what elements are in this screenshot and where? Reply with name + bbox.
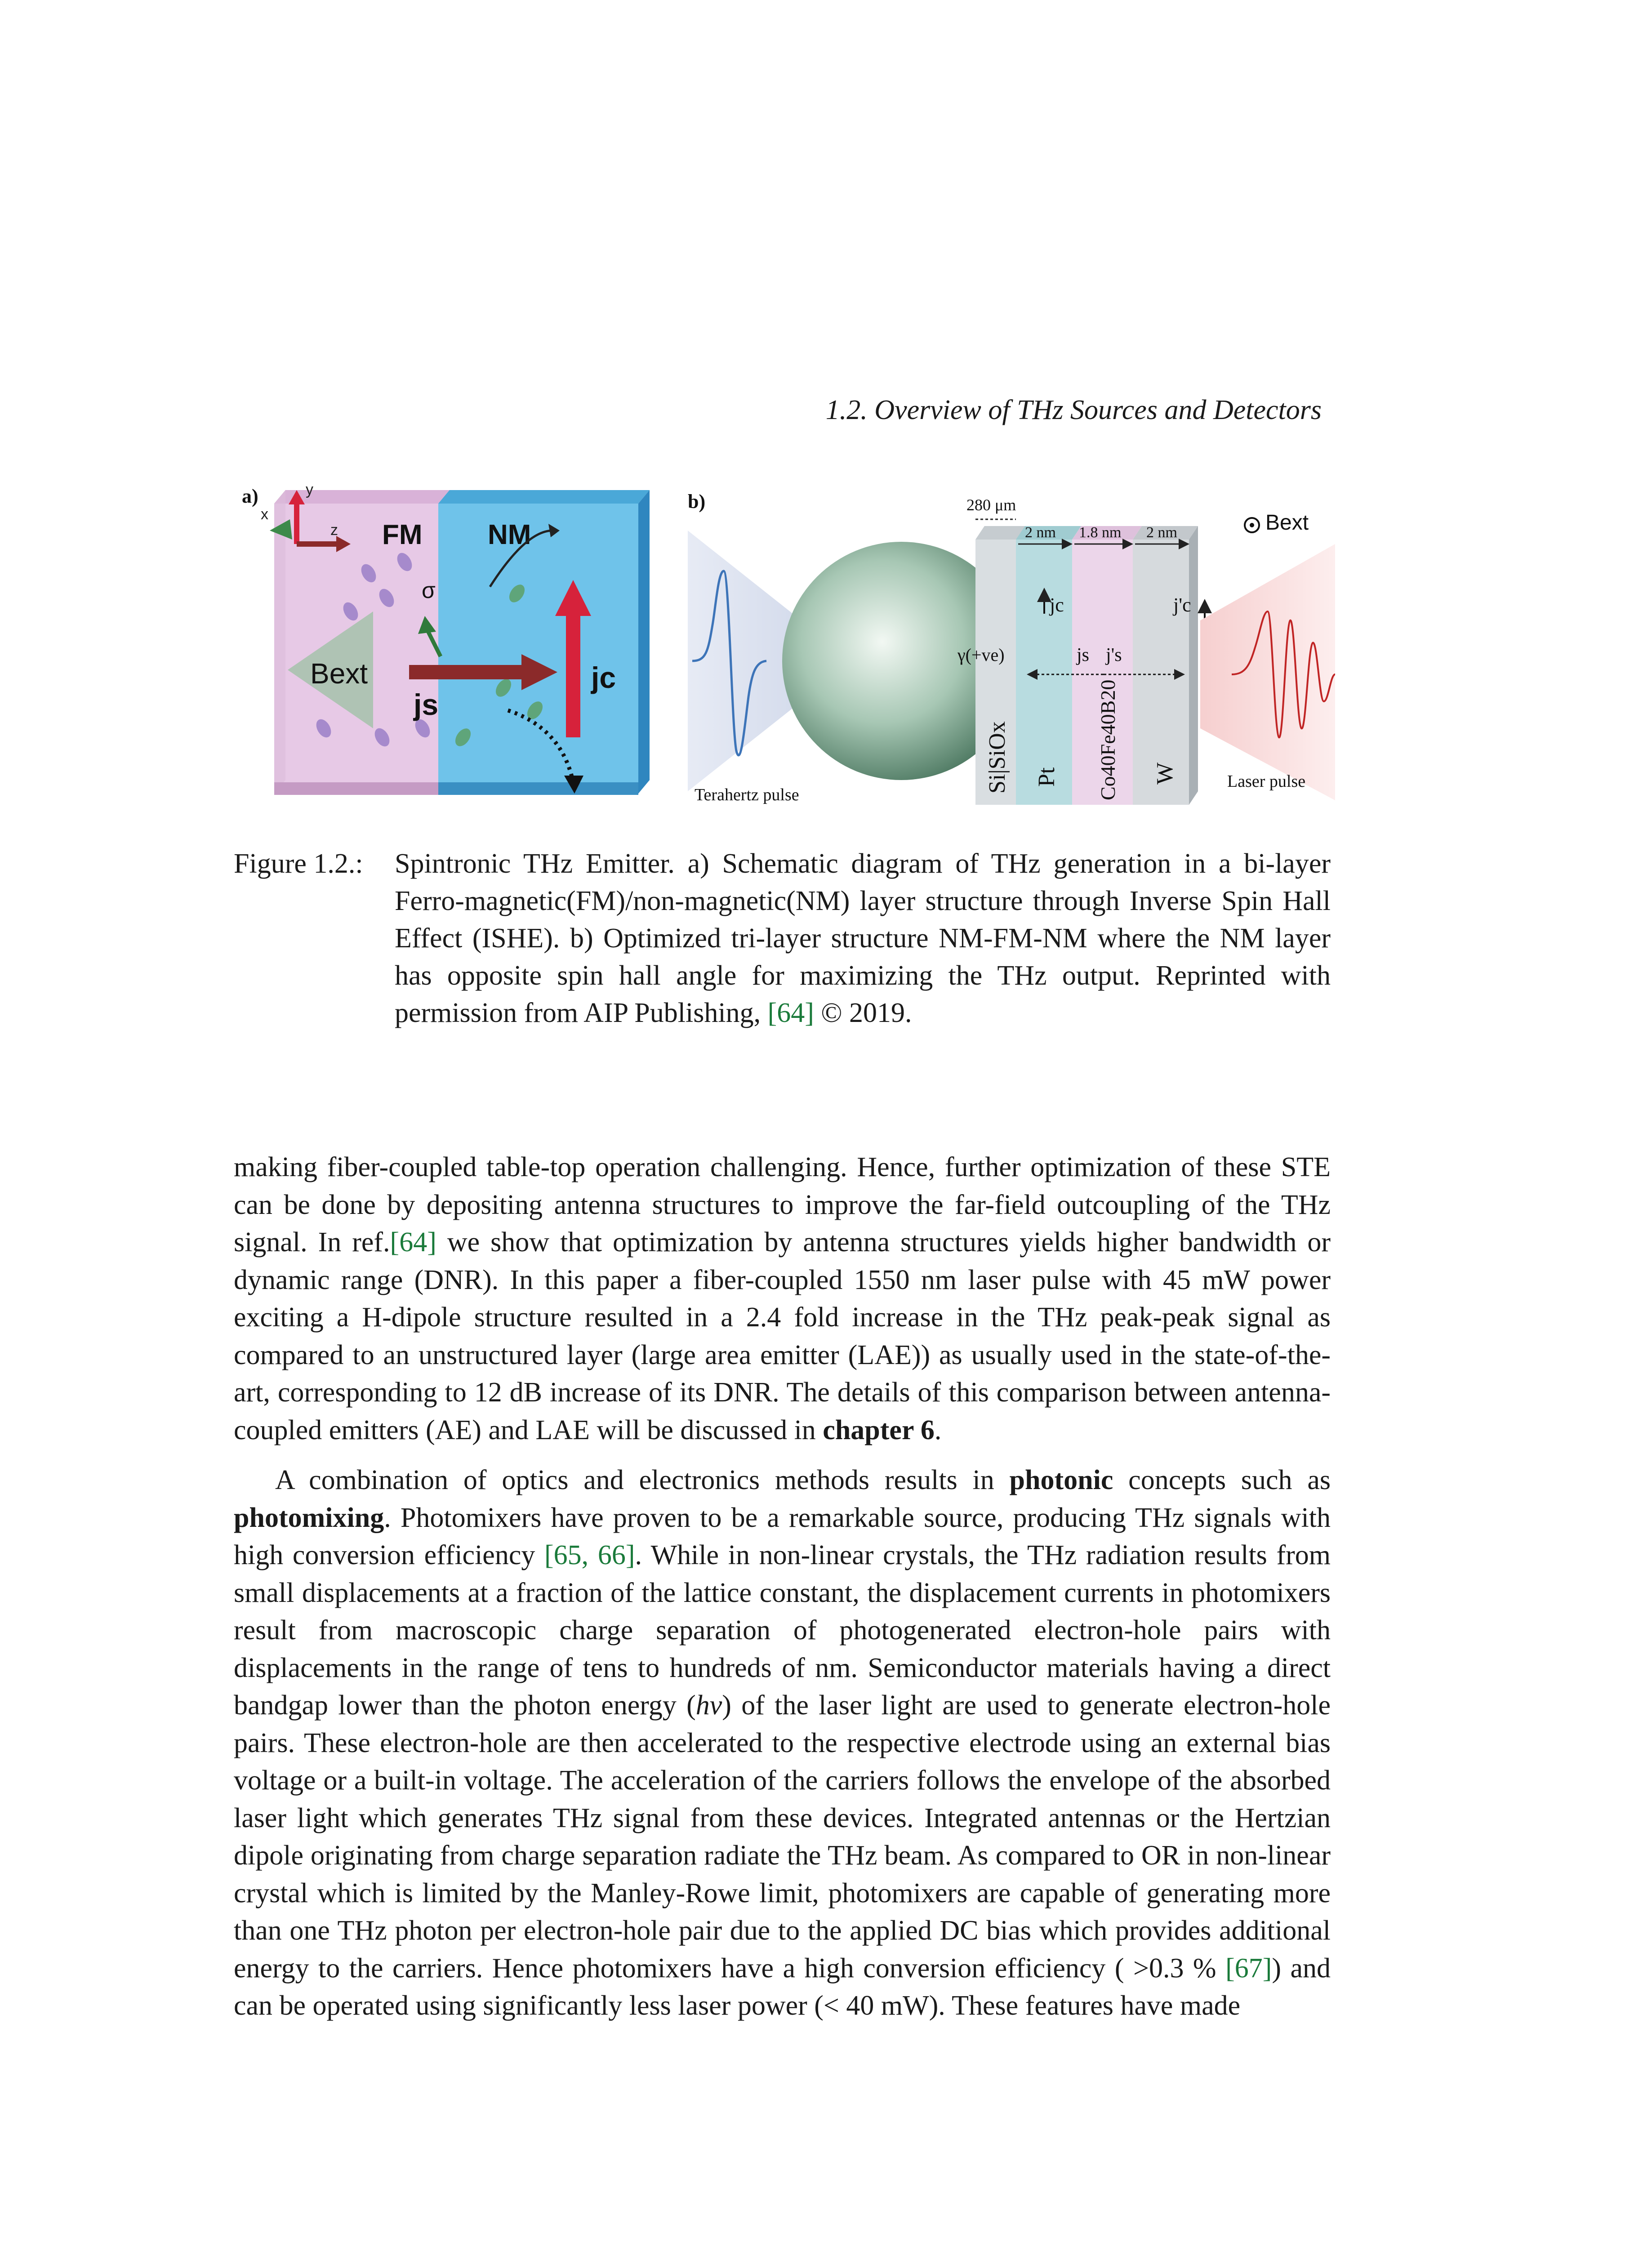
citation-link[interactable]: [64]	[767, 998, 814, 1028]
layer-w-label: W	[1152, 762, 1178, 785]
js-label-b: js	[1077, 645, 1090, 665]
axis-x-label: x	[261, 506, 268, 523]
citation-link[interactable]: [67]	[1225, 1953, 1272, 1984]
figure-caption	[234, 845, 1331, 1032]
thickness-substrate: 280 μm	[966, 496, 1016, 514]
caption-text-main: Spintronic THz Emitter. a) Schematic diagram of THz generation in a bi-layer Ferro-magnetic(FM)/non-magnetic(NM) layer structure through Inverse Spin Hall Effect (ISHE). b) Optimized tri-layer structure NM-FM-NM where the NM layer has opposite spin hall angle for maximizing the THz output. Reprinted with permission from AIP Publishing,	[395, 848, 1331, 1028]
jc-label-b: jc	[1050, 594, 1064, 616]
p2-text-a: A combination of optics and electronics methods results in	[275, 1465, 1010, 1495]
body-text	[234, 1149, 1331, 2025]
layer-substrate-label: Si|SiOx	[984, 721, 1010, 794]
paragraph-1	[234, 1149, 1331, 1449]
gamma-pos-label: γ(+ve)	[957, 645, 1005, 665]
bext-label-a: Bext	[310, 657, 368, 690]
js-prime-label: j's	[1106, 645, 1122, 665]
figure-spintronic-emitter	[238, 477, 1335, 818]
p1-text-end: .	[934, 1414, 942, 1445]
p2-text-d: . While in non-linear crystals, the THz radiation results from small displacements at a fraction of the lattice constant, the displacement currents in photomixers result from macroscopic charge separation of photogenerated electron-hole pairs with displacements in the range of tens to hundreds of nm. Semiconductor materials having a direct bandgap lower than the photon energy (	[234, 1540, 1331, 1721]
nm-label: NM	[488, 519, 531, 550]
thickness-pt: 2 nm	[1025, 524, 1056, 541]
caption-label: Figure 1.2.:	[234, 848, 363, 879]
jc-label-a: jc	[591, 661, 616, 694]
p2-text-e: ) of the laser light are used to generate electron-hole pairs. These electron-hole are then accelerated to the respective electrode using an external bias voltage or a built-in voltage. The acceleration of the carriers follows the envelope of the absorbed laser light which generates THz signal from these devices. Integrated antennas or the Hertzian dipole originating from charge separation radiate the THz beam. As compared to OR in non-linear crystal which is limited by the Manley-Rowe limit, photomixers are capable of generating more than one THz photon per electron-hole pair due to the applied DC bias which provides additional energy to the carriers. Hence photomixers have a high conversion efficiency ( >0.3 %	[234, 1690, 1331, 1984]
chapter-reference: chapter 6	[823, 1414, 935, 1445]
term-photonic: photonic	[1009, 1465, 1113, 1495]
paragraph-2	[234, 1462, 1331, 2025]
bext-label-b: Bext	[1265, 511, 1309, 535]
math-hv: hv	[695, 1690, 722, 1721]
panel-a-label: a)	[242, 485, 258, 507]
jc-prime-label: j'c	[1173, 594, 1191, 616]
p2-text-b: concepts such as	[1113, 1465, 1331, 1495]
caption-copyright: © 2019.	[814, 998, 912, 1028]
caption-text	[395, 845, 1331, 1032]
citation-link[interactable]: [65, 66]	[544, 1540, 635, 1570]
thickness-w: 2 nm	[1146, 524, 1177, 541]
panel-b	[688, 491, 1335, 805]
panel-b-label: b)	[688, 491, 706, 513]
running-header: 1.2. Overview of THz Sources and Detectors	[825, 395, 1322, 425]
terahertz-pulse-label: Terahertz pulse	[695, 785, 799, 804]
term-photomixing: photomixing	[234, 1502, 384, 1533]
p2-text-f: ) and can be operated using significantly less laser power (< 40 mW). These features have made	[234, 1953, 1331, 2021]
layer-cofeb-label: Co40Fe40B20	[1096, 679, 1119, 800]
axis-y-label: y	[306, 481, 313, 498]
fm-label: FM	[382, 519, 423, 550]
citation-link[interactable]: [64]	[390, 1227, 436, 1258]
sigma-label: σ	[422, 578, 436, 603]
laser-pulse-label: Laser pulse	[1227, 772, 1306, 791]
axis-z-label: z	[330, 522, 338, 539]
panel-a	[242, 481, 650, 795]
p1-text-a: making fiber-coupled table-top operation challenging. Hence, further optimization of these STE can be done by depositing antenna structures to improve the far-field outcoupling of the THz signal. In ref.	[234, 1152, 1331, 1258]
p2-text-c: . Photomixers have proven to be a remarkable source, producing THz signals with high conversion efficiency	[234, 1502, 1331, 1570]
js-label-a: js	[414, 688, 439, 721]
thickness-cofeb: 1.8 nm	[1079, 524, 1122, 541]
p1-text-b: we show that optimization by antenna structures yields higher bandwidth or dynamic range (DNR). In this paper a fiber-coupled 1550 nm laser pulse with 45 mW power exciting a H-dipole structure resulted in a 2.4 fold increase in the THz peak-peak signal as compared to an unstructured layer (large area emitter (LAE)) as usually used in the state-of-the-art, corresponding to 12 dB increase of its DNR. The details of this comparison between antenna-coupled emitters (AE) and LAE will be discussed in	[234, 1227, 1331, 1445]
layer-pt-label: Pt	[1034, 767, 1060, 787]
